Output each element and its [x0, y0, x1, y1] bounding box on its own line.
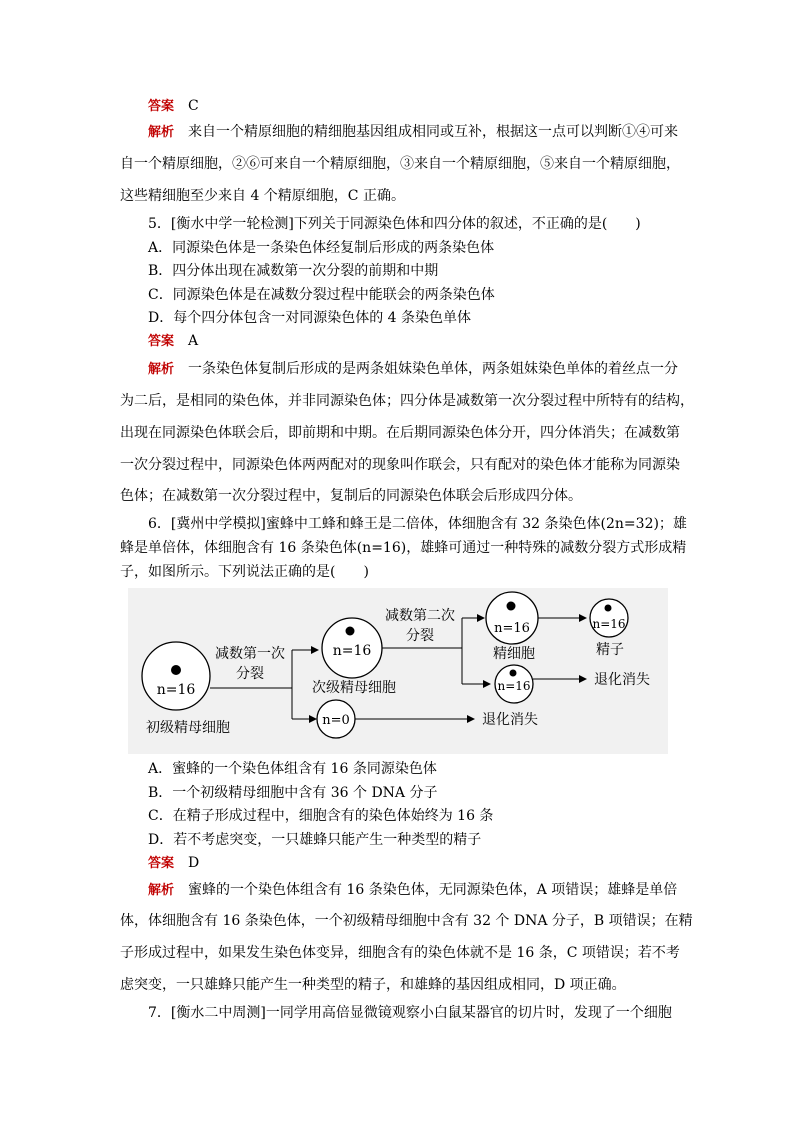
meiosis2-label-line2: 分裂: [406, 628, 434, 644]
sperm-label: n=16: [592, 617, 626, 631]
secondary-cell-label: n=16: [332, 643, 372, 659]
meiosis1-label-line2: 分裂: [236, 666, 264, 682]
empty-cell: [317, 700, 355, 738]
q6-stem-line-1: 6．[冀州中学模拟]蜜蜂中工蜂和蜂王是二倍体，体细胞含有 32 条染色体(2n=32)；雄: [148, 516, 687, 532]
primary-cell-name: 初级精母细胞: [146, 720, 230, 736]
secondary-cell-name: 次级精母细胞: [312, 680, 396, 696]
q6-answer: [148, 853, 199, 874]
secondary-spermatocyte: [322, 618, 382, 678]
answer-value: C: [188, 98, 199, 114]
meiosis2-label-line1: 减数第二次: [385, 608, 455, 624]
analysis-label: 解析: [148, 883, 175, 898]
q4-analysis-line-3: 这些精细胞至少来自 4 个精原细胞，C 正确。: [120, 188, 405, 204]
q5-option-a: A．同源染色体是一条染色体经复制后形成的两条染色体: [148, 240, 495, 256]
q4-answer: [148, 96, 199, 117]
degenerate-label-2: 退化消失: [594, 672, 650, 688]
nucleus-dot: [507, 602, 516, 611]
answer-value: D: [188, 855, 200, 871]
nucleus-dot: [171, 665, 181, 675]
nucleus-dot: [605, 605, 612, 612]
sperm-name: 精子: [596, 642, 624, 658]
answer-label: 答案: [148, 856, 175, 871]
spermatid-label: n=16: [494, 621, 530, 636]
answer-value: A: [188, 333, 199, 349]
q5-analysis-line-2: 为二后，是相同的染色体，并非同源染色体；四分体是减数第一次分裂过程中所特有的结构，: [120, 393, 694, 409]
q7-stem: 7．[衡水二中周测]一同学用高倍显微镜观察小白鼠某器官的切片时，发现了一个细胞: [148, 1005, 672, 1021]
empty-cell-label: n=0: [322, 713, 350, 728]
q6-stem-line-3: 子，如图所示。下列说法正确的是( ): [120, 564, 369, 580]
q6-option-b: B．一个初级精母细胞中含有 36 个 DNA 分子: [148, 785, 438, 801]
meiosis-diagram: [128, 588, 668, 754]
nucleus-dot: [510, 670, 517, 677]
analysis-label: 解析: [148, 362, 175, 377]
q6-analysis-line-2: 体，体细胞含有 16 条染色体，一个初级精母细胞中含有 32 个 DNA 分子，B 项错误；在精: [120, 913, 693, 929]
q4-analysis-line-2: 自一个精原细胞，②⑥可来自一个精原细胞，③来自一个精原细胞，⑤来自一个精原细胞，: [120, 156, 680, 172]
analysis-label: 解析: [148, 125, 175, 140]
small-cell-label: n=16: [497, 679, 531, 693]
q6-analysis-line-4: 虑突变，一只雄蜂只能产生一种类型的精子，和雄蜂的基因组成相同，D 项正确。: [120, 977, 626, 993]
nucleus-dot: [346, 627, 355, 636]
q5-option-c: C．同源染色体是在减数分裂过程中能联会的两条染色体: [148, 287, 495, 303]
q4-analysis-line-1: 解析 来自一个精原细胞的精细胞基因组成相同或互补，根据这一点可以判断①④可来: [148, 124, 679, 140]
q6-analysis-line-3: 子形成过程中，如果发生染色体变异，细胞含有的染色体就不是 16 条，C 项错误；若不考: [120, 945, 680, 961]
q5-option-b: B．四分体出现在减数第一次分裂的前期和中期: [148, 263, 439, 279]
q6-option-a: A．蜜蜂的一个染色体组含有 16 条同源染色体: [148, 761, 437, 777]
sperm-cell: [590, 599, 628, 637]
answer-label: 答案: [148, 99, 175, 114]
primary-spermatocyte: [142, 642, 210, 710]
q6-analysis-line-1: 解析 蜜蜂的一个染色体组含有 16 条染色体，无同源染色体，A 项错误；雄蜂是单倍: [148, 882, 678, 898]
q6-option-d: D．若不考虑突变，一只雄蜂只能产生一种类型的精子: [148, 832, 482, 848]
q5-analysis-line-4: 一次分裂过程中，同源染色体两两配对的现象叫作联会，只有配对的染色体才能称为同源染: [120, 457, 680, 473]
q5-stem: 5．[衡水中学一轮检测]下列关于同源染色体和四分体的叙述，不正确的是( ): [148, 216, 641, 232]
degenerate-label-1: 退化消失: [482, 712, 538, 728]
spermatid-name: 精细胞: [493, 646, 535, 662]
small-degenerating-cell: [495, 665, 533, 703]
q6-stem-line-2: 蜂是单倍体，体细胞含有 16 条染色体(n=16)，雄蜂可通过一种特殊的减数分裂方式形成精: [120, 540, 687, 556]
primary-cell-label: n=16: [156, 682, 196, 698]
q5-analysis-line-3: 出现在同源染色体联会后，即前期和中期。在后期同源染色体分开，四分体消失；在减数第: [120, 425, 680, 441]
q5-option-d: D．每个四分体包含一对同源染色体的 4 条染色单体: [148, 310, 472, 326]
q6-option-c: C．在精子形成过程中，细胞含有的染色体始终为 16 条: [148, 808, 494, 824]
spermatid: [486, 592, 538, 644]
q5-analysis-line-5: 色体；在减数第一次分裂过程中，复制后的同源染色体联会后形成四分体。: [120, 488, 582, 504]
q5-answer: [148, 331, 198, 352]
meiosis1-label-line1: 减数第一次: [215, 646, 285, 662]
q5-analysis-line-1: 解析 一条染色体复制后形成的是两条姐妹染色单体，两条姐妹染色单体的着丝点一分: [148, 361, 679, 377]
answer-label: 答案: [148, 334, 175, 349]
